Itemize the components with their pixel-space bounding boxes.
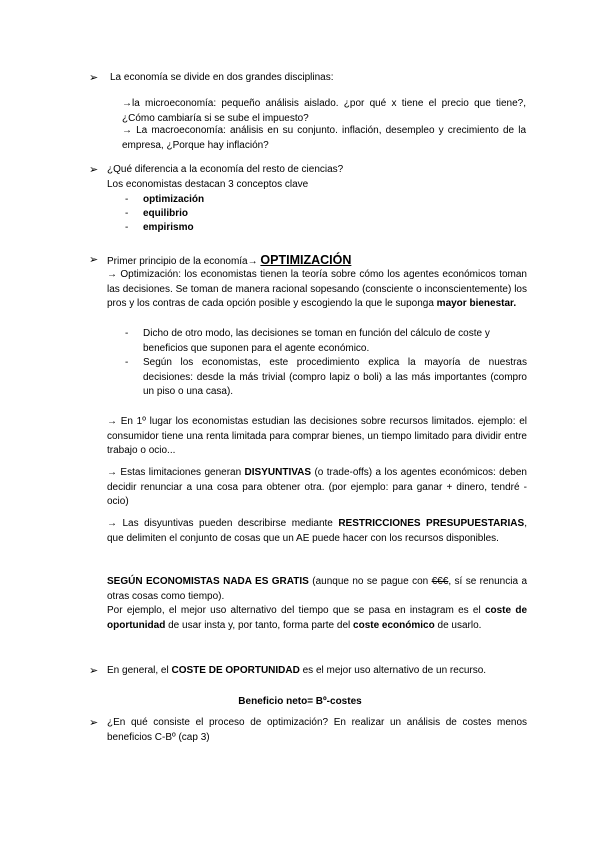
opportunity-cost-paragraph [107,664,507,679]
concept-item: optimización [143,194,205,205]
tradeoffs-paragraph [107,466,527,510]
instagram-bold-d: coste económico [353,619,435,631]
nothing-free-paragraph [107,575,527,604]
concepts-intro: Los economistas destacan 3 conceptos clave [107,179,309,190]
tradeoffs-text-a: → Estas limitaciones generan [107,467,245,478]
budget-text-a: → Las disyuntivas pueden describirse mediante [107,518,339,529]
budget-bold: RESTRICCIONES PRESUPUESTARIAS [338,518,525,529]
instagram-text-e: de usarlo. [434,619,482,631]
bullet-arrow-icon: ➢ [89,254,99,266]
section-question: ¿Qué diferencia a la economía del resto de ciencias? [107,164,344,175]
micro-paragraph: →la microeconomía: pequeño análisis aislado. ¿por qué x tiene el precio que tiene?, ¿Cómo cambiaría si se sube el impuesto? [122,98,526,124]
dash-item: Dicho de otro modo, las decisiones se toman en función del cálculo de coste y beneficios que suponen para el agente económico. [143,328,490,354]
principle-lead: Primer principio de la economía→ [107,256,261,267]
nothing-free-bold: SEGÚN ECONOMISTAS NADA ES GRATIS [107,576,309,587]
optimization-process-paragraph: ¿En qué consiste el proceso de optimización? En realizar un análisis de costes menos beneficios C-Bº (cap 3) [107,717,527,743]
tradeoffs-text-c: (o trade-offs) a los agentes económicos: deben decidir renunciar a una cosa para obtener otra. (por ejemplo: para ganar + dinero, tendré - ocio) [107,467,527,507]
dash-marker: - [125,208,129,219]
optimization-bold: mayor bienestar. [436,298,517,309]
optimization-paragraph [107,268,527,312]
budget-text-c: , que delimiten el conjunto de cosas que un AE puede hacer con los recursos disponibles. [107,518,527,544]
concept-item: equilibrio [143,208,188,219]
instagram-paragraph [107,604,527,633]
instagram-text-c: de usar insta y, por tanto, forma parte del [165,619,354,631]
bullet-arrow-icon: ➢ [89,665,99,677]
budget-paragraph [107,517,527,546]
tradeoffs-bold: DISYUNTIVAS [244,467,312,478]
section-heading: La economía se divide en dos grandes disciplinas: [110,72,334,83]
principle-heading [107,251,351,270]
instagram-bold-b: coste de oportunidad [107,605,528,631]
nothing-free-text-d: , sí se renuncia a otras cosas como tiempo). [107,576,528,602]
net-benefit-formula: Beneficio neto= Bº-costes [238,696,362,707]
macro-paragraph: → La macroeconomía: análisis en su conjunto. inflación, desempleo y crecimiento de la empresa, ¿Porque hay inflación? [122,125,526,151]
concept-item: empirismo [143,222,194,233]
bullet-arrow-icon: ➢ [89,717,99,729]
optimization-text: → Optimización: los economistas tienen la teoría sobre cómo los agentes económicos toman las decisiones. Se toman de manera racional sopesando (consciente o inconscientemente) los pros y los contras de cada opción posible y escogiendo la que le suponga [107,269,527,309]
principle-title: OPTIMIZACIÓN [260,253,352,267]
dash-marker: - [125,222,129,233]
opportunity-text-c: es el mejor uso alternativo de un recurso. [299,665,487,676]
dash-marker: - [125,194,129,205]
nothing-free-text-b: (aunque no se pague con [308,576,432,587]
bullet-arrow-icon: ➢ [89,164,99,176]
instagram-text-a: Por ejemplo, el mejor uso alternativo del tiempo que se pasa en instagram es el [107,605,485,616]
dash-item: Según los economistas, este procedimiento explica la mayoría de nuestras decisiones: desde la más trivial (compro lapiz o boli) a las más importantes (compro un piso o una casa). [143,357,527,397]
nothing-free-euros: €€€ [431,576,449,587]
limited-resources-paragraph: → En 1º lugar los economistas estudian las decisiones sobre recursos limitados. ejemplo: el consumidor tiene una renta limitada para comprar bienes, un tiempo limitado para dividir entre trabajo o ocio... [107,416,527,456]
dash-marker: - [125,357,129,368]
opportunity-bold: COSTE DE OPORTUNIDAD [171,665,300,676]
dash-marker: - [125,328,129,339]
bullet-arrow-icon: ➢ [89,72,99,84]
opportunity-text-a: En general, el [107,665,172,676]
